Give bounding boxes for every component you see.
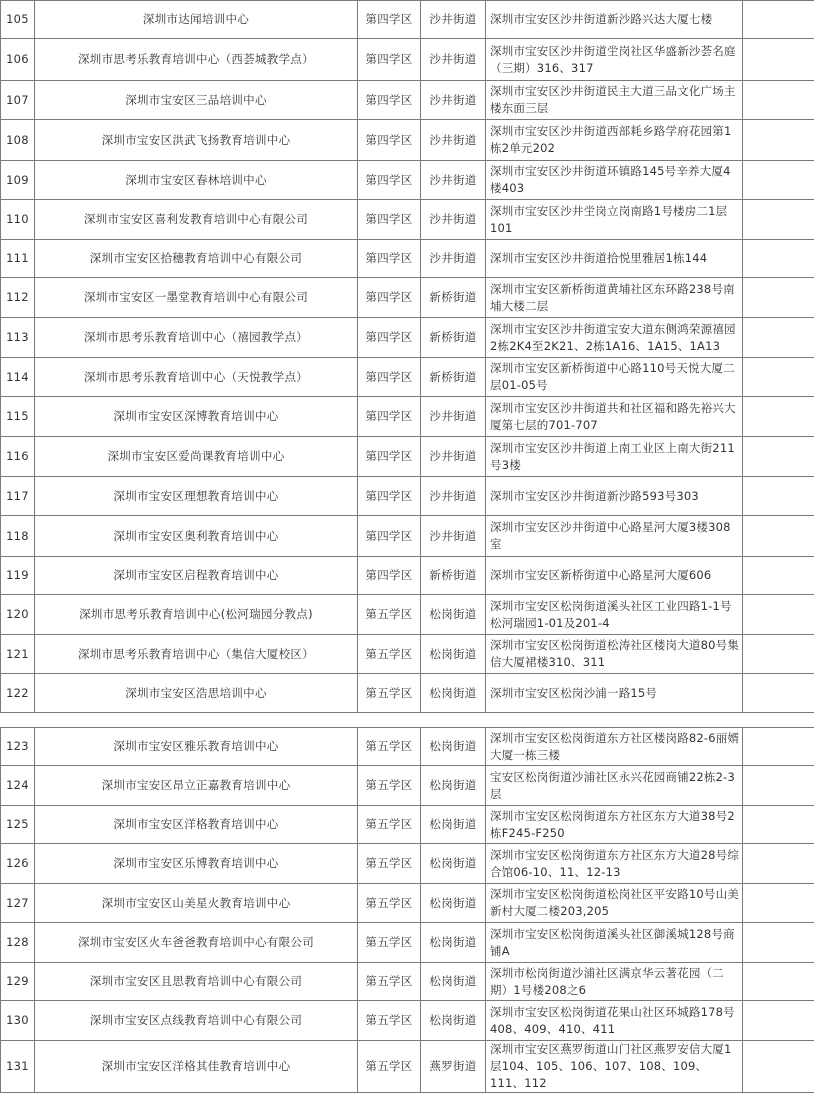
- street-cell: 新桥街道: [421, 557, 486, 595]
- row-number-cell: 122: [1, 674, 35, 713]
- address-cell: 深圳市宝安区沙井街道坣岗社区华盛新沙荟名庭（三期）316、317: [486, 39, 743, 81]
- table-row: [1, 120, 814, 161]
- institution-name-cell: 深圳市达闻培训中心: [35, 1, 358, 39]
- institution-name-cell: 深圳市宝安区启程教育培训中心: [35, 557, 358, 595]
- street-cell: 沙井街道: [421, 39, 486, 81]
- remark-cell: [743, 884, 814, 923]
- row-number-cell: 131: [1, 1041, 35, 1093]
- row-number-cell: 114: [1, 358, 35, 397]
- table-row: [1, 963, 814, 1001]
- school-district-cell: 第五学区: [358, 923, 421, 963]
- street-cell: 松岗街道: [421, 806, 486, 844]
- remark-cell: [743, 557, 814, 595]
- table-row: [1, 397, 814, 437]
- row-number-cell: 125: [1, 806, 35, 844]
- school-district-cell: 第五学区: [358, 806, 421, 844]
- address-cell: 深圳市宝安区沙井街道新沙路593号303: [486, 477, 743, 516]
- address-cell: 深圳市宝安区松岗街道溪头社区工业四路1-1号松河瑞园1-01及201-4: [486, 595, 743, 635]
- row-number-cell: 117: [1, 477, 35, 516]
- table-row: [1, 674, 814, 713]
- institution-name-cell: 深圳市宝安区洋格教育培训中心: [35, 806, 358, 844]
- address-cell: 深圳市宝安区松岗街道东方社区东方大道28号综合馆06-10、11、12-13: [486, 844, 743, 884]
- institution-name-cell: 深圳市宝安区火车爸爸教育培训中心有限公司: [35, 923, 358, 963]
- institution-name-cell: 深圳市宝安区春林培训中心: [35, 161, 358, 200]
- row-number-cell: 116: [1, 437, 35, 477]
- institution-name-cell: 深圳市宝安区洪武飞扬教育培训中心: [35, 120, 358, 161]
- school-district-cell: 第四学区: [358, 161, 421, 200]
- table-row: [1, 81, 814, 120]
- row-number-cell: 124: [1, 766, 35, 806]
- remark-cell: [743, 595, 814, 635]
- address-cell: 深圳市宝安区沙井街道西部耗乡路学府花园第1栋2单元202: [486, 120, 743, 161]
- table-row: [1, 923, 814, 963]
- remark-cell: [743, 635, 814, 674]
- address-cell: 深圳市宝安区新桥街道中心路星河大厦606: [486, 557, 743, 595]
- remark-cell: [743, 844, 814, 884]
- table-row: [1, 161, 814, 200]
- row-number-cell: 126: [1, 844, 35, 884]
- school-district-cell: 第五学区: [358, 963, 421, 1001]
- table-row: [1, 358, 814, 397]
- address-cell: 深圳市宝安区松岗街道东方社区东方大道38号2栋F245-F250: [486, 806, 743, 844]
- street-cell: 燕罗街道: [421, 1041, 486, 1093]
- school-district-cell: 第四学区: [358, 318, 421, 358]
- row-number-cell: 112: [1, 278, 35, 318]
- remark-cell: [743, 81, 814, 120]
- table-row: [1, 635, 814, 674]
- institution-name-cell: 深圳市宝安区理想教育培训中心: [35, 477, 358, 516]
- table-row: [1, 200, 814, 240]
- row-number-cell: 109: [1, 161, 35, 200]
- street-cell: 松岗街道: [421, 884, 486, 923]
- row-number-cell: 105: [1, 1, 35, 39]
- school-district-cell: 第五学区: [358, 766, 421, 806]
- institution-name-cell: 深圳市宝安区拾穗教育培训中心有限公司: [35, 240, 358, 278]
- table-row: [1, 557, 814, 595]
- address-cell: 深圳市宝安区新桥街道黄埔社区东环路238号南埔大楼二层: [486, 278, 743, 318]
- address-cell: 深圳市宝安区沙井街道中心路星河大厦3楼308室: [486, 516, 743, 557]
- row-number-cell: 107: [1, 81, 35, 120]
- row-number-cell: 128: [1, 923, 35, 963]
- row-number-cell: 123: [1, 728, 35, 766]
- remark-cell: [743, 674, 814, 713]
- table-row: [1, 766, 814, 806]
- address-cell: 深圳市宝安区松岗街道溪头社区御溪城128号商铺A: [486, 923, 743, 963]
- remark-cell: [743, 120, 814, 161]
- address-cell: 深圳市宝安区沙井街道共和社区福和路先裕兴大厦第七层的701-707: [486, 397, 743, 437]
- street-cell: 松岗街道: [421, 595, 486, 635]
- street-cell: 新桥街道: [421, 318, 486, 358]
- remark-cell: [743, 923, 814, 963]
- street-cell: 松岗街道: [421, 1001, 486, 1041]
- school-district-cell: 第四学区: [358, 358, 421, 397]
- table-row: [1, 477, 814, 516]
- address-cell: 深圳市宝安区松岗沙浦一路15号: [486, 674, 743, 713]
- institution-name-cell: 深圳市宝安区深博教育培训中心: [35, 397, 358, 437]
- school-district-cell: 第四学区: [358, 397, 421, 437]
- school-district-cell: 第四学区: [358, 81, 421, 120]
- institution-name-cell: 深圳市宝安区浩思培训中心: [35, 674, 358, 713]
- remark-cell: [743, 397, 814, 437]
- street-cell: 松岗街道: [421, 844, 486, 884]
- institution-name-cell: 深圳市宝安区喜利发教育培训中心有限公司: [35, 200, 358, 240]
- address-cell: 深圳市宝安区沙井街道宝安大道东侧鸿荣源禧园2栋2K4至2K21、2栋1A16、1A15、1A13: [486, 318, 743, 358]
- address-cell: 深圳市宝安区松岗街道松涛社区楼岗大道80号集信大厦裙楼310、311: [486, 635, 743, 674]
- row-number-cell: 129: [1, 963, 35, 1001]
- street-cell: 沙井街道: [421, 240, 486, 278]
- street-cell: 沙井街道: [421, 397, 486, 437]
- institution-name-cell: 深圳市思考乐教育培训中心（天悦教学点）: [35, 358, 358, 397]
- institution-name-cell: 深圳市思考乐教育培训中心(松河瑞园分教点): [35, 595, 358, 635]
- address-cell: 深圳市宝安区沙井街道环镇路145号辛养大厦4楼403: [486, 161, 743, 200]
- row-number-cell: 119: [1, 557, 35, 595]
- institution-name-cell: 深圳市宝安区洋格其佳教育培训中心: [35, 1041, 358, 1093]
- remark-cell: [743, 278, 814, 318]
- street-cell: 松岗街道: [421, 923, 486, 963]
- remark-cell: [743, 437, 814, 477]
- institution-name-cell: 深圳市宝安区雅乐教育培训中心: [35, 728, 358, 766]
- remark-cell: [743, 1001, 814, 1041]
- table-body-page2: [1, 728, 814, 1093]
- street-cell: 松岗街道: [421, 674, 486, 713]
- remark-cell: [743, 963, 814, 1001]
- table-row: [1, 278, 814, 318]
- institution-name-cell: 深圳市宝安区一墨堂教育培训中心有限公司: [35, 278, 358, 318]
- institution-table-page2: [0, 727, 814, 1093]
- row-number-cell: 120: [1, 595, 35, 635]
- page-break: [0, 717, 814, 727]
- remark-cell: [743, 806, 814, 844]
- institution-name-cell: 深圳市宝安区奥利教育培训中心: [35, 516, 358, 557]
- institution-name-cell: 深圳市思考乐教育培训中心（禧园教学点）: [35, 318, 358, 358]
- remark-cell: [743, 318, 814, 358]
- remark-cell: [743, 39, 814, 81]
- remark-cell: [743, 728, 814, 766]
- school-district-cell: 第五学区: [358, 635, 421, 674]
- school-district-cell: 第四学区: [358, 278, 421, 318]
- street-cell: 沙井街道: [421, 516, 486, 557]
- remark-cell: [743, 161, 814, 200]
- address-cell: 深圳市松岗街道沙浦社区满京华云著花园（二期）1号楼208之6: [486, 963, 743, 1001]
- school-district-cell: 第四学区: [358, 240, 421, 278]
- table-row: [1, 39, 814, 81]
- remark-cell: [743, 1, 814, 39]
- institution-name-cell: 深圳市宝安区爱尚课教育培训中心: [35, 437, 358, 477]
- row-number-cell: 106: [1, 39, 35, 81]
- school-district-cell: 第四学区: [358, 437, 421, 477]
- street-cell: 松岗街道: [421, 728, 486, 766]
- address-cell: 深圳市宝安区沙井街道新沙路兴达大厦七楼: [486, 1, 743, 39]
- address-cell: 深圳市宝安区沙井街道上南工业区上南大街211号3楼: [486, 437, 743, 477]
- address-cell: 深圳市宝安区松岗街道花果山社区环城路178号408、409、410、411: [486, 1001, 743, 1041]
- table-row: [1, 595, 814, 635]
- row-number-cell: 127: [1, 884, 35, 923]
- school-district-cell: 第四学区: [358, 39, 421, 81]
- table-row: [1, 884, 814, 923]
- institution-name-cell: 深圳市思考乐教育培训中心（集信大厦校区）: [35, 635, 358, 674]
- street-cell: 沙井街道: [421, 477, 486, 516]
- address-cell: 深圳市宝安区松岗街道松岗社区平安路10号山美新村大厦二楼203,205: [486, 884, 743, 923]
- school-district-cell: 第五学区: [358, 1041, 421, 1093]
- school-district-cell: 第四学区: [358, 120, 421, 161]
- address-cell: 宝安区松岗街道沙浦社区永兴花园商铺22栋2-3层: [486, 766, 743, 806]
- row-number-cell: 118: [1, 516, 35, 557]
- institution-name-cell: 深圳市宝安区三品培训中心: [35, 81, 358, 120]
- street-cell: 松岗街道: [421, 963, 486, 1001]
- remark-cell: [743, 516, 814, 557]
- remark-cell: [743, 240, 814, 278]
- row-number-cell: 130: [1, 1001, 35, 1041]
- institution-name-cell: 深圳市宝安区山美星火教育培训中心: [35, 884, 358, 923]
- row-number-cell: 113: [1, 318, 35, 358]
- remark-cell: [743, 766, 814, 806]
- table-body-page1: [1, 1, 814, 713]
- table-row: [1, 1, 814, 39]
- remark-cell: [743, 477, 814, 516]
- row-number-cell: 115: [1, 397, 35, 437]
- street-cell: 沙井街道: [421, 81, 486, 120]
- institution-name-cell: 深圳市宝安区点线教育培训中心有限公司: [35, 1001, 358, 1041]
- table-row: [1, 240, 814, 278]
- address-cell: 深圳市宝安区沙井坣岗立岗南路1号楼房二1层101: [486, 200, 743, 240]
- table-row: [1, 437, 814, 477]
- street-cell: 沙井街道: [421, 1, 486, 39]
- school-district-cell: 第五学区: [358, 674, 421, 713]
- institution-name-cell: 深圳市宝安区昂立正嘉教育培训中心: [35, 766, 358, 806]
- school-district-cell: 第四学区: [358, 1, 421, 39]
- row-number-cell: 110: [1, 200, 35, 240]
- table-row: [1, 728, 814, 766]
- row-number-cell: 111: [1, 240, 35, 278]
- school-district-cell: 第五学区: [358, 884, 421, 923]
- table-row: [1, 318, 814, 358]
- remark-cell: [743, 200, 814, 240]
- street-cell: 沙井街道: [421, 120, 486, 161]
- address-cell: 深圳市宝安区沙井街道拾悦里雅居1栋144: [486, 240, 743, 278]
- school-district-cell: 第四学区: [358, 516, 421, 557]
- school-district-cell: 第四学区: [358, 557, 421, 595]
- institution-name-cell: 深圳市宝安区且思教育培训中心有限公司: [35, 963, 358, 1001]
- street-cell: 新桥街道: [421, 358, 486, 397]
- school-district-cell: 第五学区: [358, 728, 421, 766]
- row-number-cell: 121: [1, 635, 35, 674]
- street-cell: 新桥街道: [421, 278, 486, 318]
- table-row: [1, 806, 814, 844]
- school-district-cell: 第五学区: [358, 844, 421, 884]
- institution-name-cell: 深圳市思考乐教育培训中心（西荟城教学点）: [35, 39, 358, 81]
- address-cell: 深圳市宝安区松岗街道东方社区楼岗路82-6丽婿大厦一栋三楼: [486, 728, 743, 766]
- street-cell: 沙井街道: [421, 200, 486, 240]
- address-cell: 深圳市宝安区新桥街道中心路110号天悦大厦二层01-05号: [486, 358, 743, 397]
- school-district-cell: 第四学区: [358, 200, 421, 240]
- school-district-cell: 第四学区: [358, 477, 421, 516]
- street-cell: 松岗街道: [421, 766, 486, 806]
- school-district-cell: 第五学区: [358, 595, 421, 635]
- table-row: [1, 516, 814, 557]
- street-cell: 沙井街道: [421, 161, 486, 200]
- row-number-cell: 108: [1, 120, 35, 161]
- table-row: [1, 844, 814, 884]
- school-district-cell: 第五学区: [358, 1001, 421, 1041]
- address-cell: 深圳市宝安区沙井街道民主大道三品文化广场主楼东面三层: [486, 81, 743, 120]
- table-row: [1, 1001, 814, 1041]
- remark-cell: [743, 358, 814, 397]
- street-cell: 沙井街道: [421, 437, 486, 477]
- street-cell: 松岗街道: [421, 635, 486, 674]
- institution-name-cell: 深圳市宝安区乐博教育培训中心: [35, 844, 358, 884]
- address-cell: 深圳市宝安区燕罗街道山门社区燕罗安信大厦1层104、105、106、107、108、109、111、112: [486, 1041, 743, 1093]
